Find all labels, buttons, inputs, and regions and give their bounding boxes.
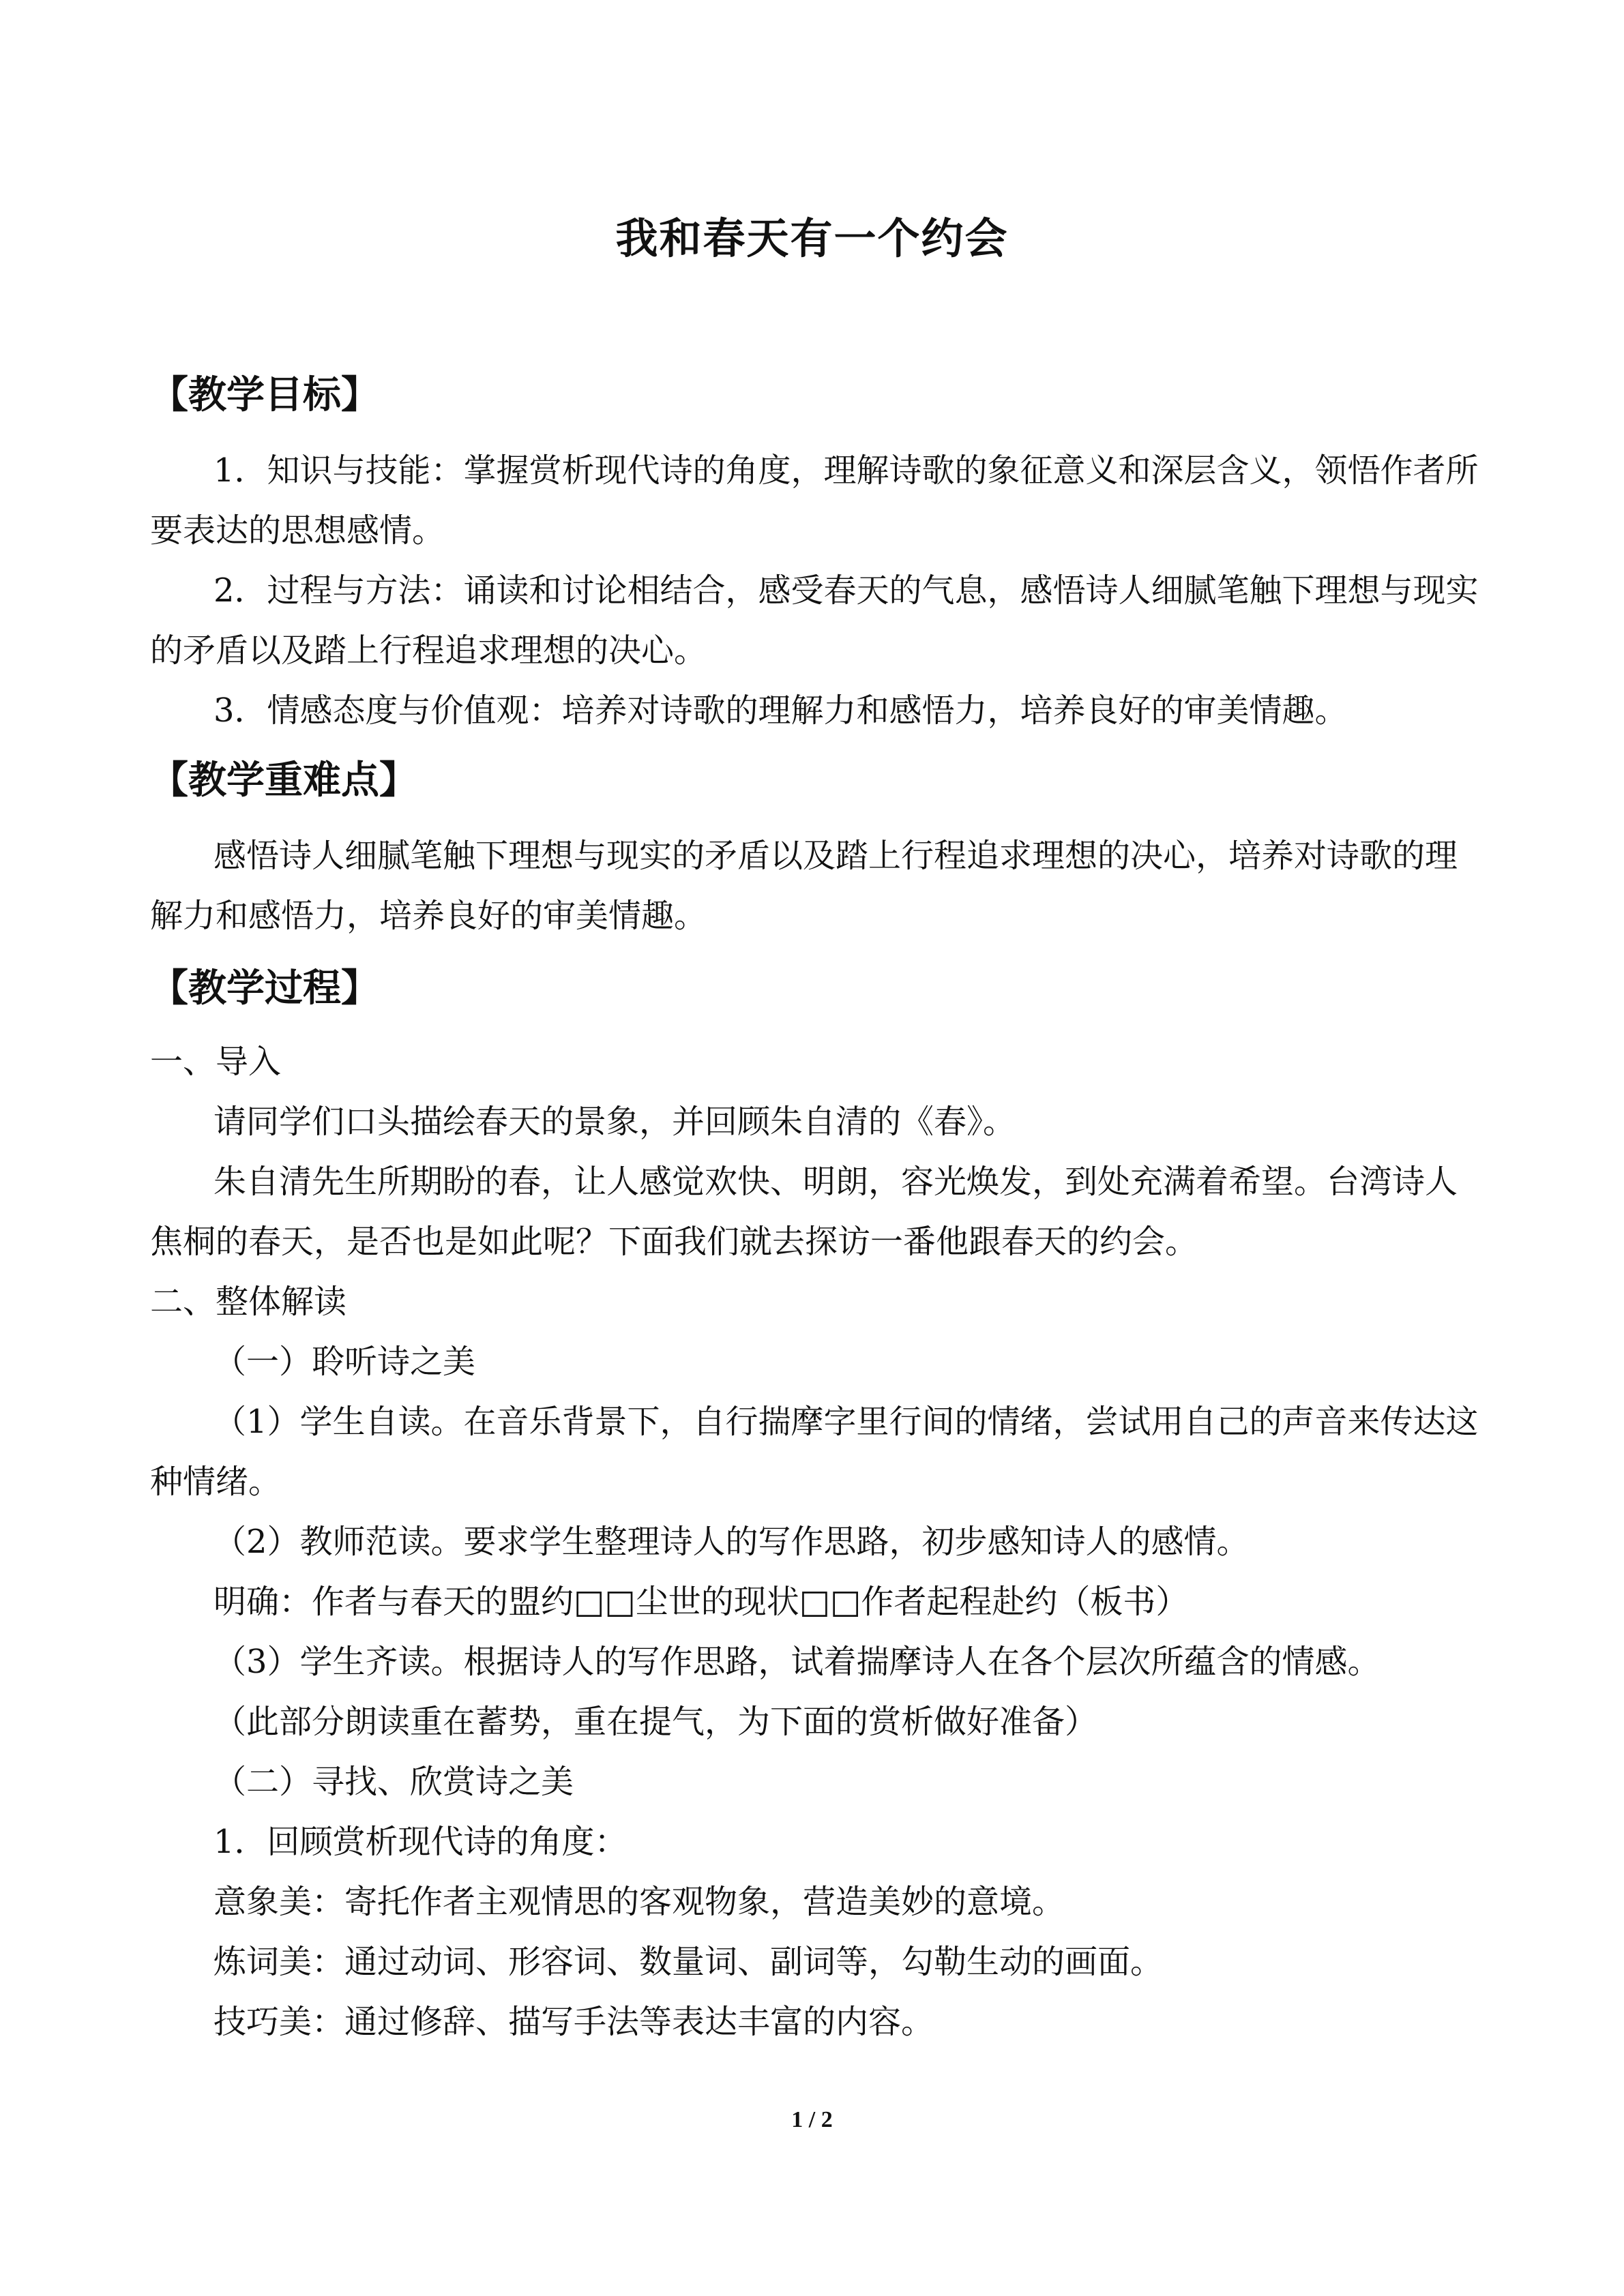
heading-key-points: 【教学重难点】 — [150, 758, 417, 803]
keypoints-line-2: 解力和感悟力，培养良好的审美情趣。 — [150, 897, 707, 935]
step-1-line-1: （1）学生自读。在音乐背景下，自行揣摩字里行间的情绪，尝试用自己的声音来传达这 — [213, 1403, 1479, 1441]
goal-2-line-2: 的矛盾以及踏上行程追求理想的决心。 — [150, 631, 707, 670]
heading-teaching-goals: 【教学目标】 — [150, 373, 379, 417]
imagery-line: 意象美：寄托作者主观情思的客观物象，营造美妙的意境。 — [213, 1883, 1065, 1921]
goal-2-line-1: 2．过程与方法：诵读和讨论相结合，感受春天的气息，感悟诗人细腻笔触下理想与现实 — [213, 571, 1479, 610]
goal-3: 3．情感态度与价值观：培养对诗歌的理解力和感悟力，培养良好的审美情趣。 — [213, 691, 1348, 730]
page-number: 1 / 2 — [791, 2107, 833, 2132]
heading-teaching-process: 【教学过程】 — [150, 966, 379, 1011]
part-2-heading: 二、整体解读 — [150, 1283, 347, 1321]
step-1-line-2: 种情绪。 — [150, 1463, 282, 1501]
step-2: （2）教师范读。要求学生整理诗人的写作思路，初步感知诗人的感情。 — [213, 1523, 1250, 1561]
intro-line-3: 焦桐的春天，是否也是如此呢？下面我们就去探访一番他跟春天的约会。 — [150, 1223, 1198, 1261]
goal-1-line-1: 1．知识与技能：掌握赏析现代诗的角度，理解诗歌的象征意义和深层含义，领悟作者所 — [213, 451, 1479, 490]
keypoints-line-1: 感悟诗人细腻笔触下理想与现实的矛盾以及踏上行程追求理想的决心，培养对诗歌的理 — [213, 837, 1458, 875]
technique-line: 技巧美：通过修辞、描写手法等表达丰富的内容。 — [213, 2003, 934, 2041]
step-3: （3）学生齐读。根据诗人的写作思路，试着揣摩诗人在各个层次所蕴含的情感。 — [213, 1643, 1381, 1681]
diction-line: 炼词美：通过动词、形容词、数量词、副词等，勾勒生动的画面。 — [213, 1943, 1164, 1981]
review-line: 1．回顾赏析现代诗的角度： — [213, 1823, 628, 1861]
part-1-heading: 一、导入 — [150, 1043, 282, 1081]
subsection-1: （一）聆听诗之美 — [213, 1343, 476, 1381]
note-line: （此部分朗读重在蓄势，重在提气，为下面的赏析做好准备） — [213, 1703, 1098, 1741]
intro-line-1: 请同学们口头描绘春天的景象，并回顾朱自清的《春》。 — [213, 1103, 1016, 1141]
goal-1-line-2: 要表达的思想感情。 — [150, 511, 445, 550]
clarify-line: 明确：作者与春天的盟约□□尘世的现状□□作者起程赴约（板书） — [213, 1583, 1189, 1621]
subsection-2: （二）寻找、欣赏诗之美 — [213, 1763, 574, 1801]
document-title: 我和春天有一个约会 — [615, 213, 1009, 263]
intro-line-2: 朱自清先生所期盼的春，让人感觉欢快、明朗，容光焕发，到处充满着希望。台湾诗人 — [213, 1163, 1458, 1201]
